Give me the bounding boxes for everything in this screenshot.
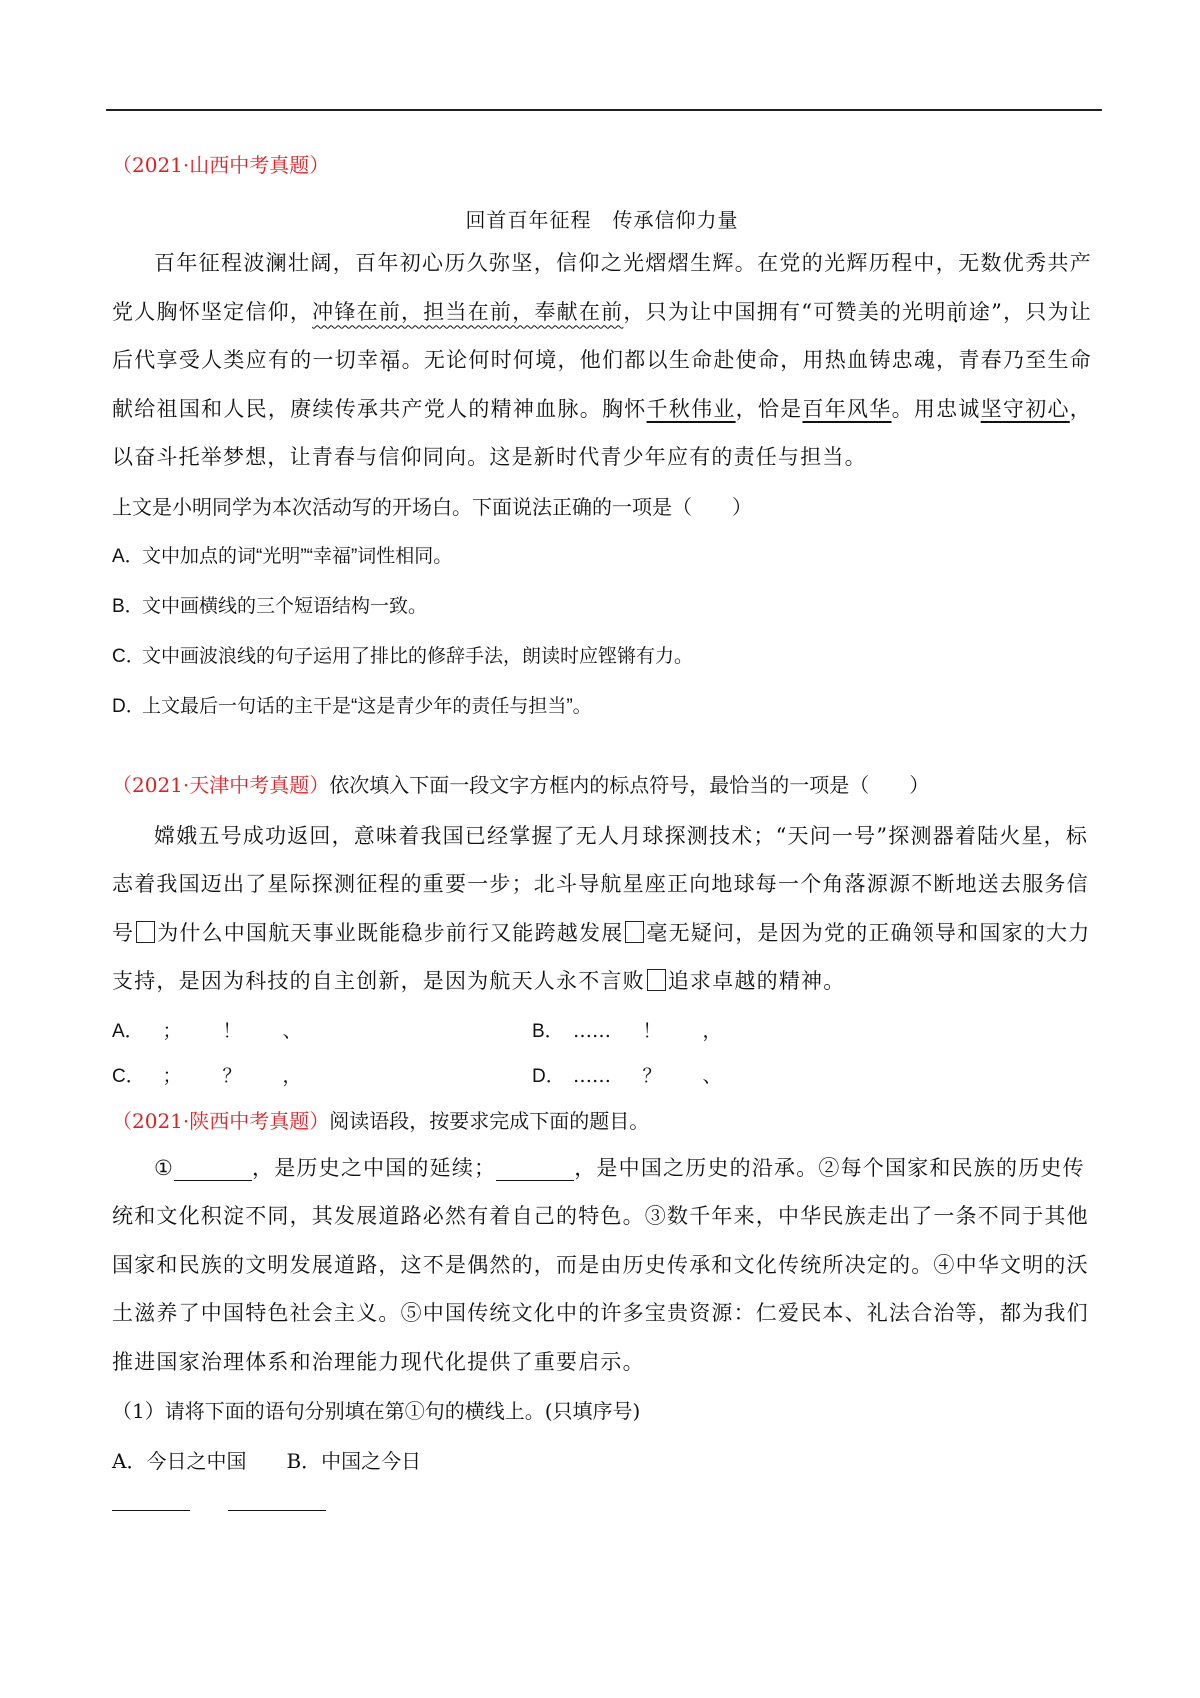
question-2-option-d[interactable]: D． …… ？ 、 xyxy=(532,1064,722,1087)
underlined-phrase: 千秋伟业 xyxy=(646,396,736,421)
question-2-source: （2021·天津中考真题） xyxy=(112,772,330,797)
question-2-option-a[interactable]: A． ； ！ 、 xyxy=(112,1019,302,1042)
answer-blank-1[interactable] xyxy=(112,1500,190,1511)
question-1 xyxy=(112,150,1092,732)
answer-blanks xyxy=(112,1500,1092,1511)
wavy-underlined-phrase: 冲锋在前，担当在前，奉献在前 xyxy=(312,299,624,324)
underlined-phrase: 坚守初心 xyxy=(980,396,1070,421)
document-page xyxy=(112,150,1092,1511)
question-3-sub1: （1）请将下面的语句分别填在第①句的横线上。(只填序号) xyxy=(112,1399,641,1423)
question-2-stem: （2021·天津中考真题）依次填入下面一段文字方框内的标点符号，最恰当的一项是（ ） xyxy=(112,772,930,797)
blank-box[interactable] xyxy=(625,921,644,943)
passage-text: ，恰是 xyxy=(735,396,803,421)
passage-text: 百年征程波澜壮阔，百年初心历久弥坚，信仰之光熠熠生辉。在党的光辉历程中，无数优秀共产党人胸怀坚定信仰， xyxy=(112,251,1092,324)
question-3-paragraph: ① ，是历史之中国的延续； ，是中国之历史的沿承。②每个国家和民族的历史传统和文化积淀不同，其发展道路必然有着自己的特色。③数千年来，中华民族走出了一条不同于其他国家和民族的文明发展道路，这不是偶然的，而是由历史传承和文化传统所决定的。④中华文明的沃土滋养了中国特色社会主义。⑤中国传统文化中的许多宝贵资源：仁爱民本、礼法合治等，都为我们推进国家治理体系和治理能力现代化提供了重要启示。 xyxy=(112,1155,1089,1374)
passage-text: 福。无论何时何境，他们都以生命赴使命，用热血铸忠魂，青春乃至生命献给祖国和人民，赓续传承共产党人的精神血脉。胸怀 xyxy=(112,348,1092,421)
dotted-character: 明 xyxy=(924,299,947,324)
header-rule xyxy=(106,109,1102,111)
passage-text: 前途”，只为让后代享受人类应有的一切 xyxy=(112,299,1092,372)
question-3 xyxy=(112,1106,1092,1512)
question-1-option-b[interactable]: B．文中画横线的三个短语结构一致。 xyxy=(112,595,428,617)
passage-text: 。用忠诚 xyxy=(891,396,981,421)
fill-blank[interactable] xyxy=(174,1158,252,1181)
passage-text: ，以奋斗托举梦想，让青春与信仰同向。这是新时代青少年应有的责任与担当。 xyxy=(112,396,1092,469)
blank-box[interactable] xyxy=(647,969,666,991)
passage-paragraph xyxy=(112,239,1092,482)
question-3-sub1-options: A．今日之中国 B．中国之今日 xyxy=(112,1449,422,1473)
answer-blank-2[interactable] xyxy=(228,1500,326,1511)
question-1-option-c[interactable]: C．文中画波浪线的句子运用了排比的修辞手法，朗读时应铿锵有力。 xyxy=(112,645,694,667)
question-2-option-c[interactable]: C． ； ？ ， xyxy=(112,1064,302,1087)
underlined-phrase: 百年风华 xyxy=(802,396,892,421)
question-3-source: （2021·陕西中考真题） xyxy=(112,1108,330,1133)
question-1-option-d[interactable]: D．上文最后一句话的主干是“这是青少年的责任与担当”。 xyxy=(112,695,592,717)
fill-blank[interactable] xyxy=(496,1158,574,1181)
question-2-paragraph: 嫦娥五号成功返回，意味着我国已经掌握了无人月球探测技术；“天问一号”探测器着陆火星，标志着我国迈出了星际探测征程的重要一步；北斗导航星座正向地球每一个角落源源不断地送去服务信号 为什么中国航天事业既能稳步前行又能跨越发展 毫无疑问，是因为党的正确领导和国家的大力支持，是因为科技的自主创新，是因为航天人永不言败 追求卓越的精神。 xyxy=(112,823,1091,993)
blank-box[interactable] xyxy=(136,921,155,943)
question-3-stem: （2021·陕西中考真题）阅读语段，按要求完成下面的题目。 xyxy=(112,1108,650,1133)
question-2-option-b[interactable]: B． …… ！ ， xyxy=(532,1019,722,1042)
question-1-option-a[interactable]: A．文中加点的词“光明”“幸福”词性相同。 xyxy=(112,545,453,567)
passage-title: 回首百年征程 传承信仰力量 xyxy=(465,208,739,232)
question-1-stem: 上文是小明同学为本次活动写的开场白。下面说法正确的一项是（ ） xyxy=(112,494,752,519)
question-2 xyxy=(112,770,1092,1102)
passage-text: ，只为让中国拥有“可赞美的光 xyxy=(623,299,925,324)
question-1-source: （2021·山西中考真题） xyxy=(112,153,330,177)
dotted-character: 幸 xyxy=(357,348,380,372)
